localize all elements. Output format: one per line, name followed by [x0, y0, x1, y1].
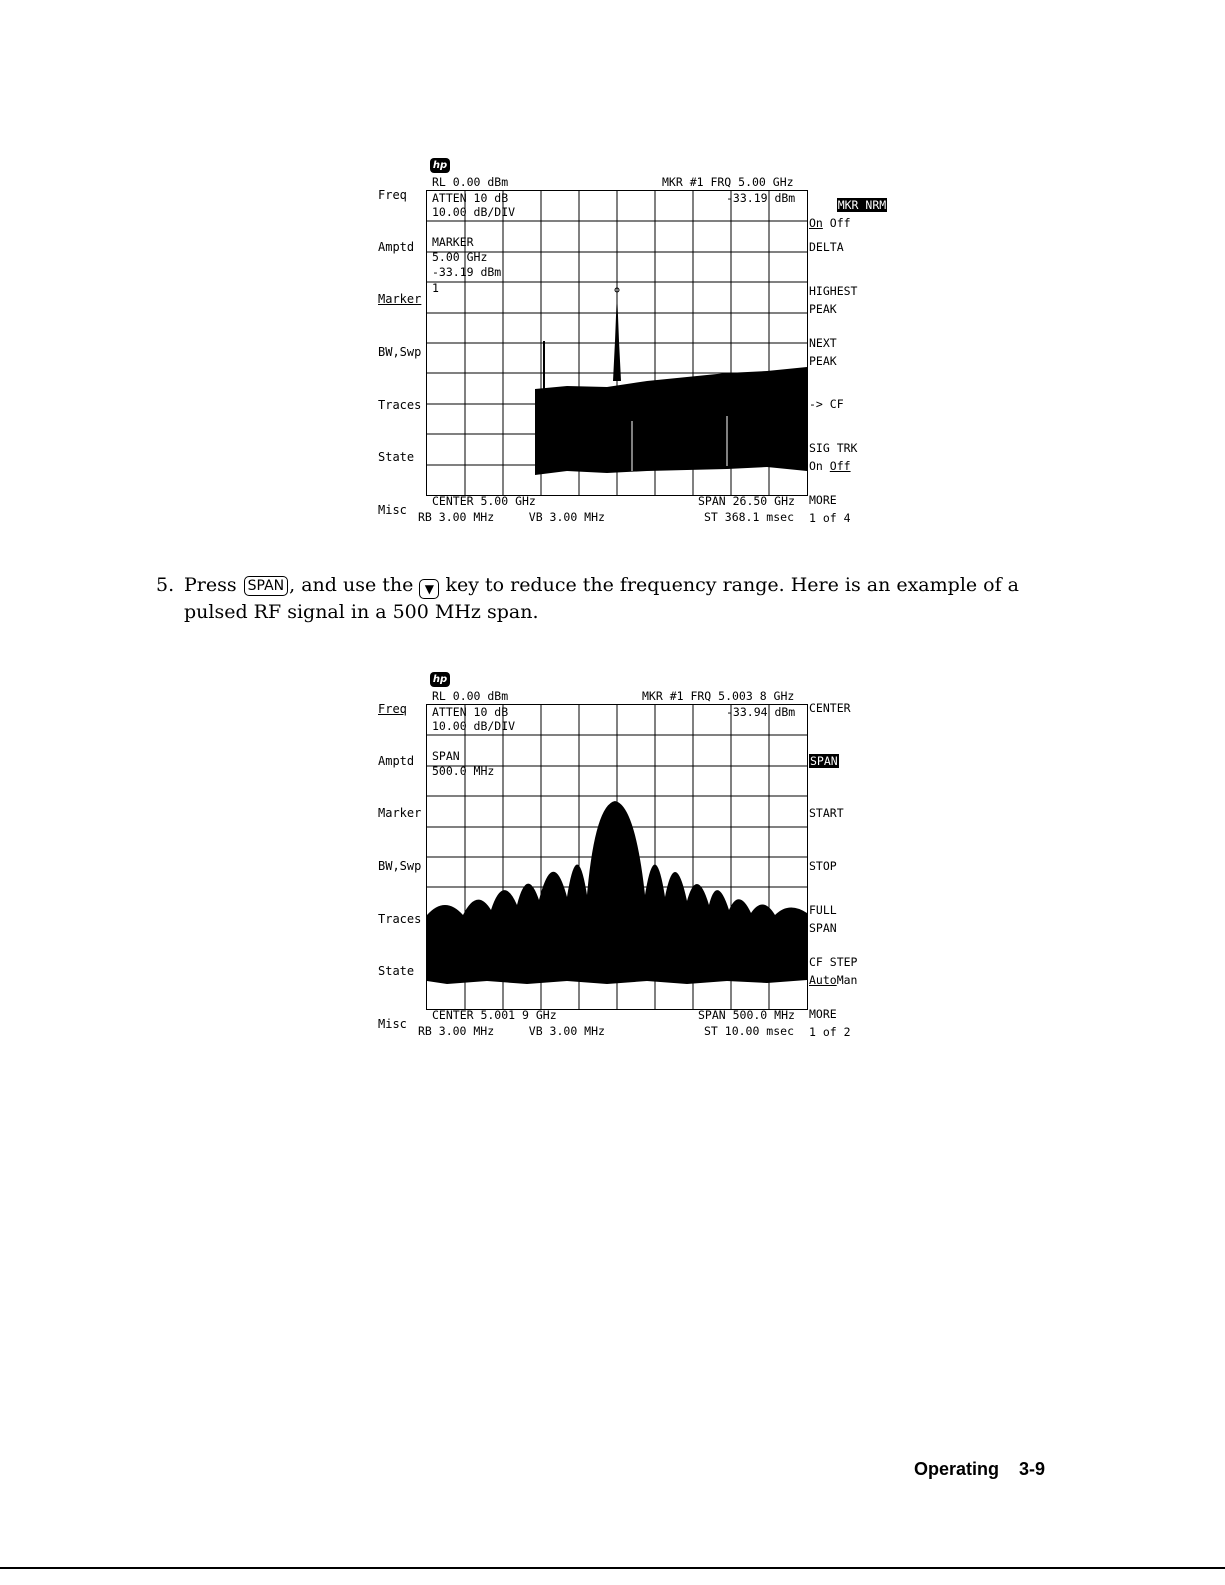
active-function-value-2: -33.19 dBm: [432, 265, 502, 279]
menu-marker[interactable]: Marker: [378, 292, 422, 306]
softkey-5-label: -> CF: [809, 397, 844, 411]
graticule-and-trace-1: [427, 191, 807, 495]
softkey-1-on: On: [809, 216, 823, 230]
marker-readout-freq: MKR #1 FRQ 5.00 GHz: [662, 175, 794, 189]
footer-page-number: 3-9: [1019, 1459, 1046, 1479]
marker-readout-freq: MKR #1 FRQ 5.003 8 GHz: [642, 689, 795, 703]
softkey-4-line1: NEXT: [809, 336, 837, 350]
menu-freq[interactable]: Freq: [378, 188, 407, 202]
softkey-7-line2: 1 of 2: [809, 1025, 851, 1039]
softkey-7-line1: MORE: [809, 493, 837, 507]
softkey-3[interactable]: [809, 804, 844, 822]
attenuation: ATTEN 10 dB: [432, 191, 509, 205]
menu-state[interactable]: State: [378, 964, 415, 978]
center-frequency: CENTER 5.001 9 GHz: [432, 1008, 557, 1022]
center-frequency: CENTER 5.00 GHz: [432, 494, 536, 508]
hp-logo: hp: [430, 158, 450, 173]
menu-amptd[interactable]: Amptd: [378, 754, 415, 768]
sweep-time: ST 10.00 msec: [704, 1024, 795, 1038]
softkey-3-line2: PEAK: [809, 302, 837, 316]
reference-level: RL 0.00 dBm: [432, 175, 509, 189]
softkey-6-auto: Auto: [809, 973, 837, 987]
menu-amptd[interactable]: Amptd: [378, 240, 415, 254]
softkey-4[interactable]: [809, 334, 837, 370]
step-text-3: key to reduce the frequency range. Here is an example of a pulsed RF signal in a 500 MHz span.: [184, 574, 1020, 623]
menu-traces[interactable]: Traces: [378, 912, 422, 926]
softkey-3[interactable]: [809, 282, 857, 318]
analyzer-screen-1: [378, 158, 887, 530]
active-function-value-1: 5.00 GHz: [432, 250, 488, 264]
menu-misc[interactable]: Misc: [378, 1017, 407, 1031]
softkey-6-off: Off: [829, 459, 851, 473]
marker-amplitude: -33.19 dBm: [726, 191, 796, 205]
softkey-2[interactable]: [809, 752, 839, 770]
scale: 10.00 dB/DIV: [432, 719, 516, 733]
softkey-1-label: CENTER: [809, 701, 851, 715]
marker-number: 1: [432, 281, 439, 295]
softkey-6-line1: CF STEP: [809, 955, 858, 969]
bandwidths: RB 3.00 MHz VB 3.00 MHz: [418, 1024, 605, 1038]
softkey-7[interactable]: [809, 491, 851, 527]
softkey-6-line1: SIG TRK: [809, 441, 858, 455]
softkey-2[interactable]: [809, 238, 844, 256]
span-key: SPAN: [244, 576, 288, 596]
softkey-2-label: SPAN: [810, 754, 838, 768]
bandwidths: RB 3.00 MHz VB 3.00 MHz: [418, 510, 605, 524]
scale: 10.00 dB/DIV: [432, 205, 516, 219]
marker-amplitude: -33.94 dBm: [726, 705, 796, 719]
span: SPAN 500.0 MHz: [698, 1008, 795, 1022]
step-text-1: Press: [184, 574, 243, 596]
hp-logo: hp: [430, 672, 450, 687]
step-text: [184, 572, 1054, 625]
softkey-7-line2: 1 of 4: [809, 511, 851, 525]
softkey-6[interactable]: [809, 953, 857, 989]
softkey-5-line1: FULL: [809, 903, 837, 917]
softkey-7[interactable]: [809, 1005, 851, 1041]
menu-traces[interactable]: Traces: [378, 398, 422, 412]
step-number: 5.: [156, 574, 175, 596]
page-bottom-rule: [0, 1567, 1225, 1569]
active-function-label: MARKER: [432, 235, 474, 249]
softkey-4[interactable]: [809, 857, 837, 875]
menu-freq[interactable]: Freq: [378, 702, 407, 716]
softkey-4-line2: PEAK: [809, 354, 837, 368]
attenuation: ATTEN 10 dB: [432, 705, 509, 719]
sweep-time: ST 368.1 msec: [704, 510, 795, 524]
down-arrow-key-icon: ▼: [419, 579, 439, 599]
softkey-7-line1: MORE: [809, 1007, 837, 1021]
softkey-1-label: MKR NRM: [837, 198, 887, 212]
menu-bw-swp[interactable]: BW,Swp: [378, 345, 422, 359]
menu-misc[interactable]: Misc: [378, 503, 407, 517]
step-text-2: , and use the: [289, 574, 420, 596]
active-function-label: SPAN: [432, 749, 460, 763]
trace-display: [426, 704, 808, 1010]
softkey-5[interactable]: [809, 395, 844, 413]
softkey-2-label: DELTA: [809, 240, 844, 254]
analyzer-screen-2: [378, 672, 868, 1044]
softkey-1[interactable]: [809, 699, 851, 717]
footer-section: Operating: [914, 1459, 1000, 1479]
page-footer: [914, 1459, 1065, 1480]
reference-level: RL 0.00 dBm: [432, 689, 509, 703]
menu-state[interactable]: State: [378, 450, 415, 464]
softkey-6[interactable]: [809, 439, 857, 475]
trace-display: [426, 190, 808, 496]
menu-marker[interactable]: Marker: [378, 806, 422, 820]
softkey-6-on: On: [809, 459, 823, 473]
softkey-6-man: Man: [836, 973, 858, 987]
softkey-5[interactable]: [809, 901, 837, 937]
span: SPAN 26.50 GHz: [698, 494, 795, 508]
softkey-3-line1: HIGHEST: [809, 284, 858, 298]
softkey-5-line2: SPAN: [809, 921, 837, 935]
active-function-value: 500.0 MHz: [432, 764, 495, 778]
menu-bw-swp[interactable]: BW,Swp: [378, 859, 422, 873]
softkey-1-off: Off: [829, 216, 851, 230]
graticule-and-trace-2: [427, 705, 807, 1009]
softkey-3-label: START: [809, 806, 844, 820]
softkey-4-label: STOP: [809, 859, 837, 873]
